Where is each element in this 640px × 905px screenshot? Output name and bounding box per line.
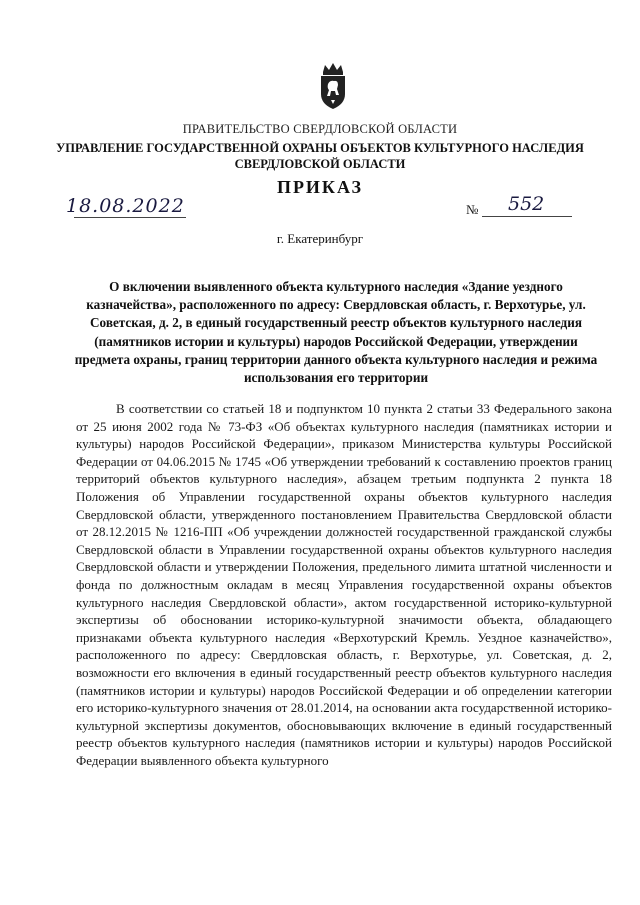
department-name-line2: СВЕРДЛОВСКОЙ ОБЛАСТИ xyxy=(234,157,406,171)
document-title: О включении выявленного объекта культурного наследия «Здание уездного казначейства», расположенного по адресу: Свердловская область, г. Верхотурье, ул. Советская, д. 2, в единый государственный реестр объектов культурного наследия (памятников истории и культуры) народов Российской Федерации, утверждении предмета охраны, границ территории данного объекта культурного наследия и режима использования его территории xyxy=(74,279,598,386)
number-underline xyxy=(482,216,572,217)
date-underline xyxy=(74,217,186,218)
order-number: 552 xyxy=(508,193,545,215)
city: г. Екатеринбург xyxy=(276,231,364,246)
department-name-line1: УПРАВЛЕНИЕ ГОСУДАРСТВЕННОЙ ОХРАНЫ ОБЪЕКТОВ КУЛЬТУРНОГО НАСЛЕДИЯ xyxy=(56,141,584,155)
document-type: ПРИКАЗ xyxy=(276,177,364,197)
government-name: ПРАВИТЕЛЬСТВО СВЕРДЛОВСКОЙ ОБЛАСТИ xyxy=(182,122,458,136)
coat-of-arms-icon xyxy=(317,62,349,110)
number-label: № xyxy=(466,202,479,217)
order-date: 18.08.2022 xyxy=(66,195,185,217)
body-paragraph: В соответствии со статьей 18 и подпунктом 10 пункта 2 статьи 33 Федерального закона от 25 июня 2002 года № 73-ФЗ «Об объектах культурного наследия (памятниках истории и культуры) народов Российской Федерации», приказом Министерства культуры Российской Федерации от 04.06.2015 № 1745 «Об утверждении требований к составлению проектов границ территорий объектов культурного наследия», абзацем третьим подпункта 2 пункта 18 Положения об Управлении государственной охраны объектов культурного наследия Свердловской области, утвержденного постановлением Правительства Свердловской области от 28.12.2015 № 1216-ПП «Об учреждении должностей государственной гражданской службы Свердловской области в Управлении государственной охраны объектов культурного наследия Свердловской области и утверждении Положения, предельного лимита штатной численности и фонда по должностным окладам в месяц Управления государственной охраны объектов культурного наследия Свердловской области», актом государственной историко-культурной экспертизы об обосновании историко-культурной значимости объекта, обладающего признаками объекта культурного наследия «Верхотурский Кремль. Уездное казначейство», расположенного по адресу: Свердловская область, г. Верхотурье, ул. Советская, д. 2, возможности его включения в единый государственный реестр объектов культурного наследия (памятников истории и культуры) народов Российской Федерации и об определении категории его историко-культурного значения от 28.01.2014, на основании акта государственной историко-культурной экспертизы документов, обосновывающих включение в единый государственный реестр объектов культурного наследия (памятников истории и культуры) народов Российской Федерации выявленного объекта культурного xyxy=(76,401,612,768)
